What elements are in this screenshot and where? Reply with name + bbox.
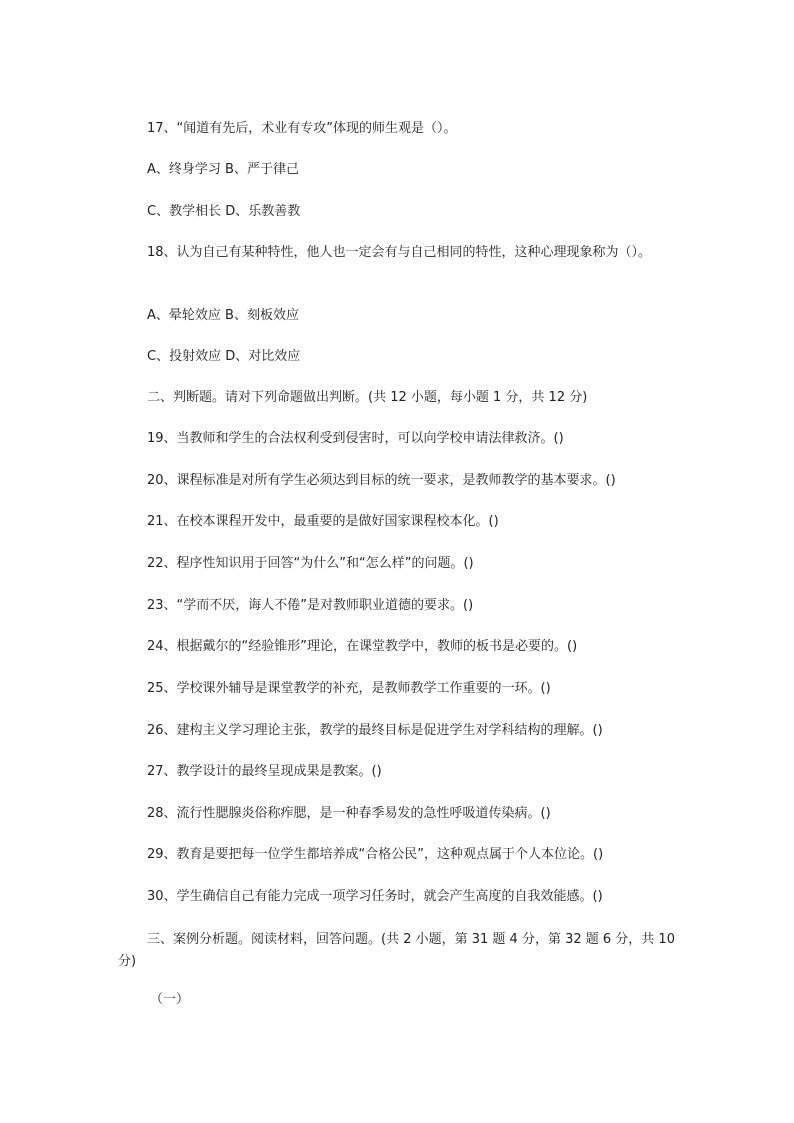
question-17: 17、“闻道有先后，术业有专攻”体现的师生观是（）。 [147, 121, 457, 136]
section-2-heading: 二、判断题。请对下列命题做出判断。(共 12 小题，每小题 1 分，共 12 分) [147, 390, 588, 405]
q17-options-cd: C、教学相长 D、乐教善教 [147, 204, 301, 219]
question-20: 20、课程标准是对所有学生必须达到目标的统一要求，是教师教学的基本要求。() [147, 473, 616, 488]
question-27: 27、教学设计的最终呈现成果是教案。() [147, 764, 382, 779]
question-30: 30、学生确信自己有能力完成一项学习任务时，就会产生高度的自我效能感。() [147, 889, 603, 904]
question-23: 23、“学而不厌，诲人不倦”是对教师职业道德的要求。() [147, 598, 474, 613]
question-18: 18、认为自己有某种特性，他人也一定会有与自己相同的特性，这种心理现象称为（）。 [147, 245, 652, 260]
subheading-1: （一） [150, 992, 190, 1007]
q18-options-ab: A、晕轮效应 B、刻板效应 [147, 308, 299, 323]
section-3-heading: 三、案例分析题。阅读材料，回答问题。(共 2 小题，第 31 题 4 分，第 32 题 6 分，共 10 分) [118, 932, 675, 969]
question-22: 22、程序性知识用于回答“为什么”和“怎么样”的问题。() [147, 556, 474, 571]
question-26: 26、建构主义学习理论主张，教学的最终目标是促进学生对学科结构的理解。() [147, 723, 603, 738]
question-19: 19、当教师和学生的合法权利受到侵害时，可以向学校申请法律救济。() [147, 431, 564, 446]
question-24: 24、根据戴尔的“经验锥形”理论，在课堂教学中，教师的板书是必要的。() [147, 639, 578, 654]
question-28: 28、流行性腮腺炎俗称痄腮，是一种春季易发的急性呼吸道传染病。() [147, 806, 551, 821]
question-29: 29、教育是要把每一位学生都培养成“合格公民”，这种观点属于个人本位论。() [147, 847, 604, 862]
question-25: 25、学校课外辅导是课堂教学的补充，是教师教学工作重要的一环。() [147, 681, 551, 696]
q18-options-cd: C、投射效应 D、对比效应 [147, 349, 301, 364]
q17-options-ab: A、终身学习 B、严于律己 [147, 162, 299, 177]
question-21: 21、在校本课程开发中，最重要的是做好国家课程校本化。() [147, 514, 499, 529]
